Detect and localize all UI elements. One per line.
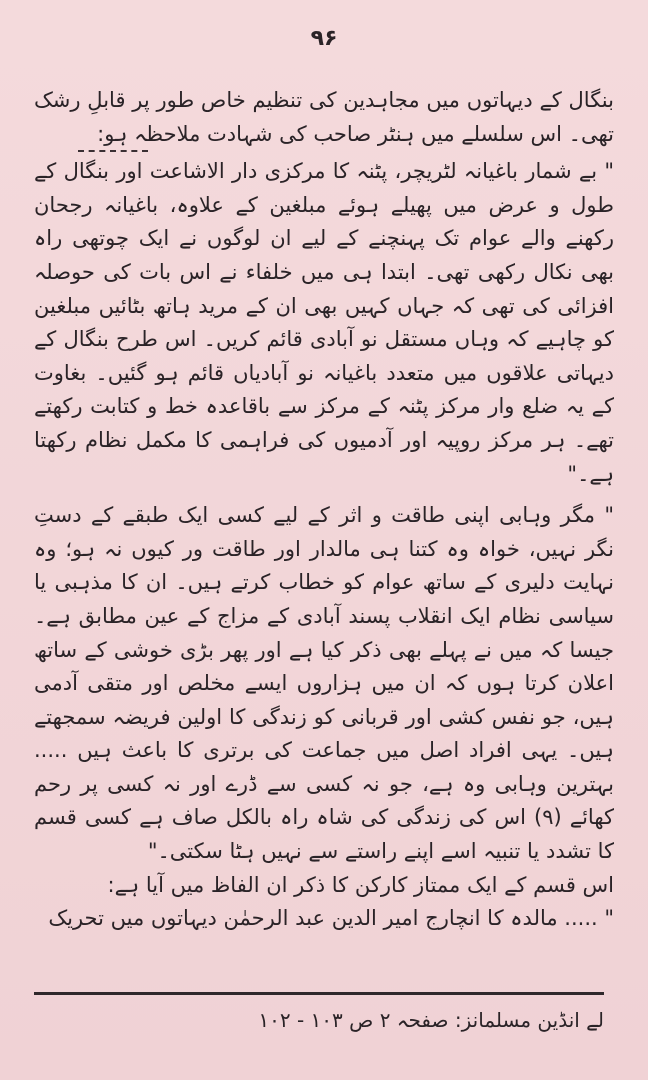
paragraph-lead-in: اس قسم کے ایک ممتاز کارکن کا ذکر ان الفاظ میں آیا ہے: [107,872,614,897]
footnote-divider [34,992,604,995]
paragraph-quote-2: " مگر وہابی اپنی طاقت و اثر کے لیے کسی ایک طبقے کے دستِ نگر نہیں، خواہ وہ کتنا ہی مالدار اور طاقت ور کیوں نہ ہو؛ وہ نہایت دلیری کے ساتھ عوام کو خطاب کرتے ہیں۔ ان کا مذہبی یا سیاسی نظام ایک انقلاب پسند آبادی کے مزاج کے عین مطابق ہے۔ جیسا کہ میں نے پہلے بھی ذکر کیا ہے اور پھر بڑی خوشی کے ساتھ اعلان کرتا ہوں کہ ان میں ہزاروں ایسے مخلص اور متقی آدمی ہیں، جو نفس کشی اور قربانی کو زندگی کا اولین فریضہ سمجھتے ہیں۔ یہی افراد اصل میں جماعت کی برتری کا باعث ہیں ..... بہترین وہابی وہ ہے، جو نہ کسی سے ڈرے اور نہ کسی پر رحم کھائے (۹) اس کی زندگی کی شاہ راہ بالکل صاف ہے کسی قسم کا تشدد یا تنبیہ اسے اپنے راستے سے نہیں ہٹا سکتی۔" [34,503,615,864]
paragraph-quote-1: " بے شمار باغیانہ لٹریچر، پٹنہ کا مرکزی دار الاشاعت اور بنگال کے طول و عرض میں پھیلے ہوئے مبلغین کے علاوہ، باغیانہ رجحان رکھنے والے عوام تک پہنچنے کے لیے ان لوگوں نے ایک چوتھی راہ بھی نکال رکھی تھی۔ ابتدا ہی میں خلفاء نے اس بات کی حوصلہ افزائی کی تھی کہ جہاں کہیں بھی ان کے مرید ہاتھ بٹائیں مبلغین کو چاہیے کہ وہاں مستقل نو آبادی قائم کریں۔ اس طرح بنگال کے دیہاتی علاقوں میں متعدد باغیانہ نو آبادیاں قائم ہو گئیں۔ بغاوت کے یہ ضلع وار مرکز پٹنہ کے مرکز سے باقاعدہ خط و کتابت رکھتے تھے۔ ہر مرکز روپیہ اور آدمیوں کی فراہمی کا مکمل نظام رکھتا ہے۔" [34,159,614,486]
body-text [34,84,614,936]
paragraph-intro: بنگال کے دیہاتوں میں مجاہدین کی تنظیم خاص طور پر قابلِ رشک تھی۔ اس سلسلے میں ہنٹر صاحب کی شہادت ملاحظہ ہو: [34,88,614,146]
page-number: ۹۶ [310,26,338,51]
footnote: لے انڈین مسلمانز: صفحہ ۲ ص ۱۰۳ - ۱۰۲ [258,1008,604,1032]
paragraph-quote-3: " ..... مالدہ کا انچارج امیر الدین عبد الرحمٰن دیہاتوں میں تحریک [48,906,614,931]
